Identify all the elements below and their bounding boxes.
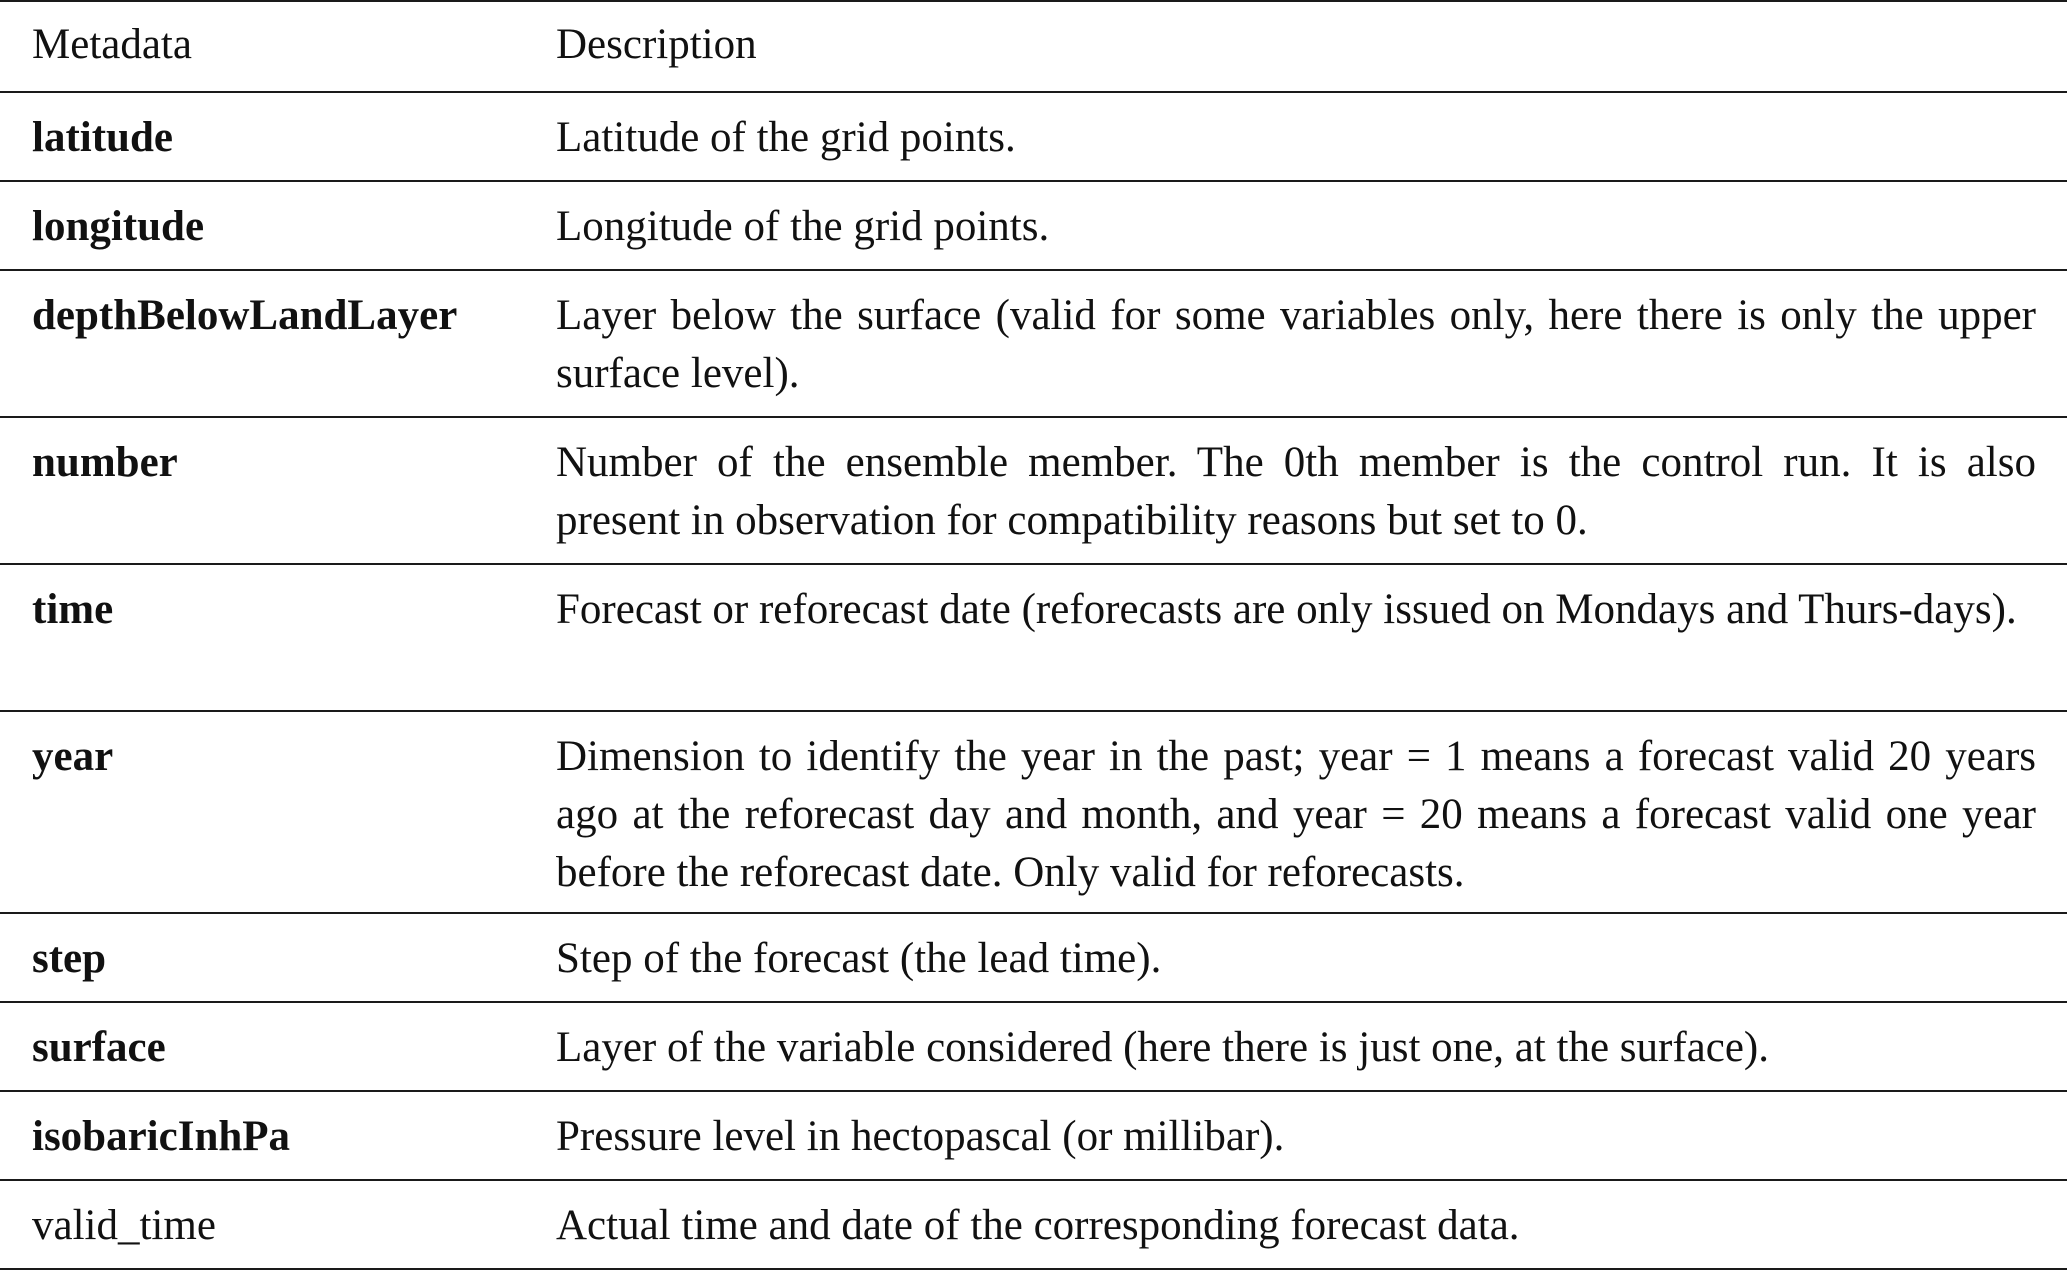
header-metadata: Metadata [32,21,192,68]
table-row [0,271,2067,418]
table-row [0,914,2067,1003]
row-key: valid_time [32,1202,216,1249]
row-key: latitude [32,114,173,161]
table-row [0,93,2067,182]
row-description: Pressure level in hectopascal (or millibar). [556,1113,1285,1160]
row-description: Longitude of the grid points. [556,203,1050,250]
row-key: number [32,439,178,486]
table-header-row [0,2,2067,93]
table-row [0,182,2067,271]
table-row [0,565,2067,712]
table-row [0,712,2067,914]
row-key: isobaricInhPa [32,1113,291,1160]
table-row [0,1003,2067,1092]
header-description: Description [556,21,757,68]
table-row [0,1181,2067,1270]
table-row [0,418,2067,565]
row-key: time [32,586,114,633]
row-description: Dimension to identify the year in the past; year = 1 means a forecast valid 20 years ago at the reforecast day and month, and year = 20 means a forecast valid one year before the reforecast date. Only valid for reforecasts. [556,733,2036,896]
row-description: Step of the forecast (the lead time). [556,935,1162,982]
row-key: year [32,733,114,780]
row-key: surface [32,1024,166,1071]
row-description: Layer below the surface (valid for some variables only, here there is only the upper surface level). [556,292,2036,397]
row-description: Actual time and date of the corresponding forecast data. [556,1202,1520,1249]
row-key: longitude [32,203,205,250]
row-key: step [32,935,107,982]
row-description: Number of the ensemble member. The 0th member is the control run. It is also present in observation for compatibility reasons but set to 0. [556,439,2036,544]
row-description: Layer of the variable considered (here there is just one, at the surface). [556,1024,1769,1071]
row-description: Forecast or reforecast date (reforecasts are only issued on Mondays and Thurs-days). [556,586,2017,633]
row-key: depthBelowLandLayer [32,292,458,339]
row-description: Latitude of the grid points. [556,114,1016,161]
table-row [0,1092,2067,1181]
